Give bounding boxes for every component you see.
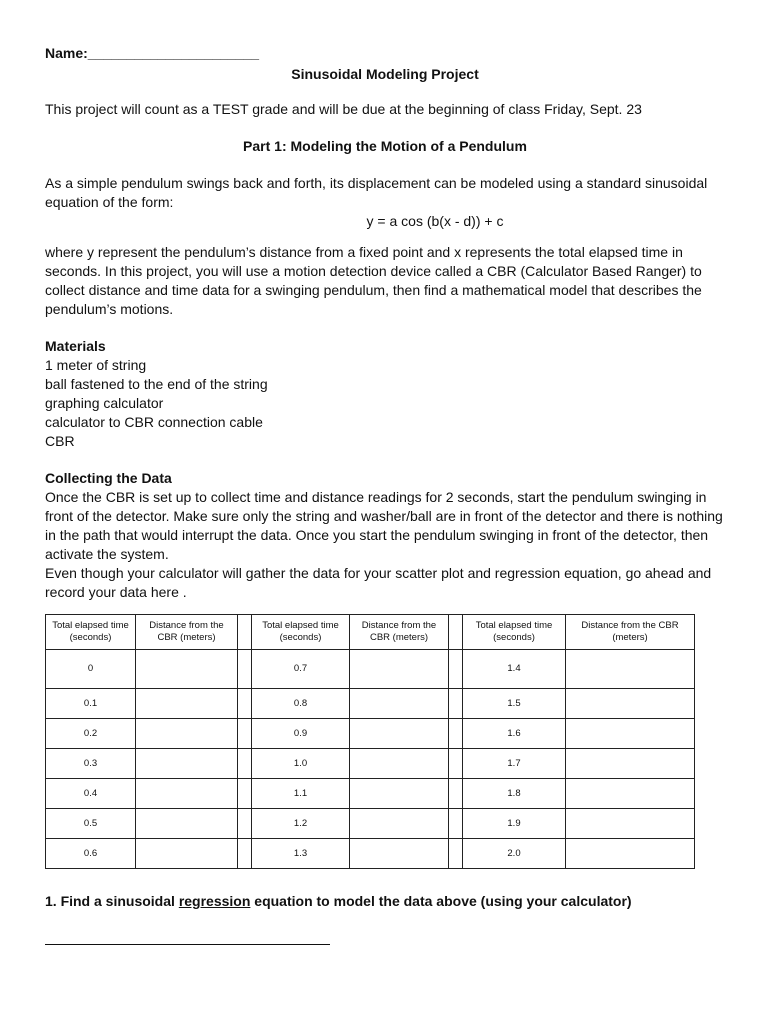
time-cell: 1.3	[252, 839, 350, 869]
time-cell: 0.7	[252, 650, 350, 689]
materials-heading: Materials	[45, 338, 106, 354]
document-page	[45, 44, 725, 602]
materials-item: graphing calculator	[45, 395, 164, 411]
time-cell: 0.3	[46, 749, 136, 779]
distance-column-header: Distance from the CBR (meters)	[566, 615, 695, 650]
spacer-cell	[238, 719, 252, 749]
materials-item: 1 meter of string	[45, 357, 147, 373]
distance-cell[interactable]	[350, 749, 449, 779]
spacer-cell	[449, 779, 463, 809]
spacer-cell	[449, 650, 463, 689]
table-row	[46, 749, 695, 779]
distance-cell[interactable]	[566, 719, 695, 749]
spacer-cell	[449, 839, 463, 869]
distance-cell[interactable]	[566, 839, 695, 869]
table-row	[46, 779, 695, 809]
time-column-header: Total elapsed time (seconds)	[463, 615, 566, 650]
table-row	[46, 839, 695, 869]
distance-cell[interactable]	[566, 749, 695, 779]
part1-explanation: where y represent the pendulum’s distance from a fixed point and x represents the total elapsed time in seconds. In this project, you will use a motion detection device called a CBR (Calculator Based Ranger) to collect distance and time data for a swinging pendulum, then find a mathematical model that describes the pendulum’s motions.	[45, 244, 702, 317]
spacer-cell	[238, 839, 252, 869]
time-column-header: Total elapsed time (seconds)	[252, 615, 350, 650]
time-cell: 1.1	[252, 779, 350, 809]
distance-cell[interactable]	[136, 689, 238, 719]
time-cell: 0.2	[46, 719, 136, 749]
distance-cell[interactable]	[350, 839, 449, 869]
spacer-cell	[449, 719, 463, 749]
distance-cell[interactable]	[350, 719, 449, 749]
time-cell: 0.6	[46, 839, 136, 869]
answer-line[interactable]	[45, 944, 330, 945]
table-header-row	[46, 615, 695, 650]
spacer-cell	[238, 650, 252, 689]
time-cell: 0.9	[252, 719, 350, 749]
distance-cell[interactable]	[566, 689, 695, 719]
distance-cell[interactable]	[136, 749, 238, 779]
time-cell: 2.0	[463, 839, 566, 869]
spacer-cell	[449, 615, 463, 650]
distance-cell[interactable]	[136, 719, 238, 749]
data-table	[45, 614, 695, 869]
distance-cell[interactable]	[350, 650, 449, 689]
time-cell: 1.5	[463, 689, 566, 719]
distance-cell[interactable]	[136, 839, 238, 869]
distance-cell[interactable]	[566, 809, 695, 839]
spacer-cell	[449, 809, 463, 839]
spacer-cell	[238, 779, 252, 809]
time-column-header: Total elapsed time (seconds)	[46, 615, 136, 650]
table-row	[46, 689, 695, 719]
question-1	[45, 892, 632, 911]
document-title: Sinusoidal Modeling Project	[291, 66, 479, 82]
time-cell: 1.0	[252, 749, 350, 779]
question-1-prefix: 1. Find a sinusoidal	[45, 893, 179, 909]
collecting-heading: Collecting the Data	[45, 470, 172, 486]
time-cell: 1.8	[463, 779, 566, 809]
materials-item: ball fastened to the end of the string	[45, 376, 268, 392]
time-cell: 1.7	[463, 749, 566, 779]
spacer-cell	[238, 749, 252, 779]
table-row	[46, 809, 695, 839]
distance-cell[interactable]	[350, 689, 449, 719]
time-cell: 1.2	[252, 809, 350, 839]
time-cell: 0.8	[252, 689, 350, 719]
distance-column-header: Distance from the CBR (meters)	[136, 615, 238, 650]
table-row	[46, 719, 695, 749]
part1-intro: As a simple pendulum swings back and forth, its displacement can be modeled using a standard sinusoidal equation of the form:	[45, 175, 708, 210]
spacer-cell	[449, 749, 463, 779]
collecting-paragraph: Even though your calculator will gather the data for your scatter plot and regression equation, go ahead and record your data here .	[45, 565, 712, 600]
distance-cell[interactable]	[136, 779, 238, 809]
part1-heading: Part 1: Modeling the Motion of a Pendulum	[243, 138, 527, 154]
spacer-cell	[238, 809, 252, 839]
distance-cell[interactable]	[136, 650, 238, 689]
spacer-cell	[238, 689, 252, 719]
distance-cell[interactable]	[136, 809, 238, 839]
name-field-label: Name:______________________	[45, 45, 260, 61]
spacer-cell	[449, 689, 463, 719]
table-row	[46, 650, 695, 689]
question-1-suffix: equation to model the data above (using your calculator)	[250, 893, 632, 909]
materials-item: calculator to CBR connection cable	[45, 414, 263, 430]
due-note: This project will count as a TEST grade and will be due at the beginning of class Friday, Sept. 23	[45, 101, 642, 117]
distance-cell[interactable]	[350, 809, 449, 839]
time-cell: 0.4	[46, 779, 136, 809]
time-cell: 1.6	[463, 719, 566, 749]
collecting-paragraph: Once the CBR is set up to collect time and distance readings for 2 seconds, start the pendulum swinging in front of the detector. Make sure only the string and washer/ball are in front of the detector and there is nothing in the path that would interrupt the data. Once you start the pendulum swinging in front of the detector, then activate the system.	[45, 489, 723, 562]
time-cell: 0.5	[46, 809, 136, 839]
time-cell: 0.1	[46, 689, 136, 719]
distance-column-header: Distance from the CBR (meters)	[350, 615, 449, 650]
distance-cell[interactable]	[566, 650, 695, 689]
distance-cell[interactable]	[350, 779, 449, 809]
distance-cell[interactable]	[566, 779, 695, 809]
materials-item: CBR	[45, 433, 75, 449]
time-cell: 0	[46, 650, 136, 689]
sinusoidal-equation: y = a cos (b(x - d)) + c	[366, 213, 504, 229]
time-cell: 1.4	[463, 650, 566, 689]
spacer-cell	[238, 615, 252, 650]
question-1-underlined: regression	[178, 893, 251, 909]
time-cell: 1.9	[463, 809, 566, 839]
